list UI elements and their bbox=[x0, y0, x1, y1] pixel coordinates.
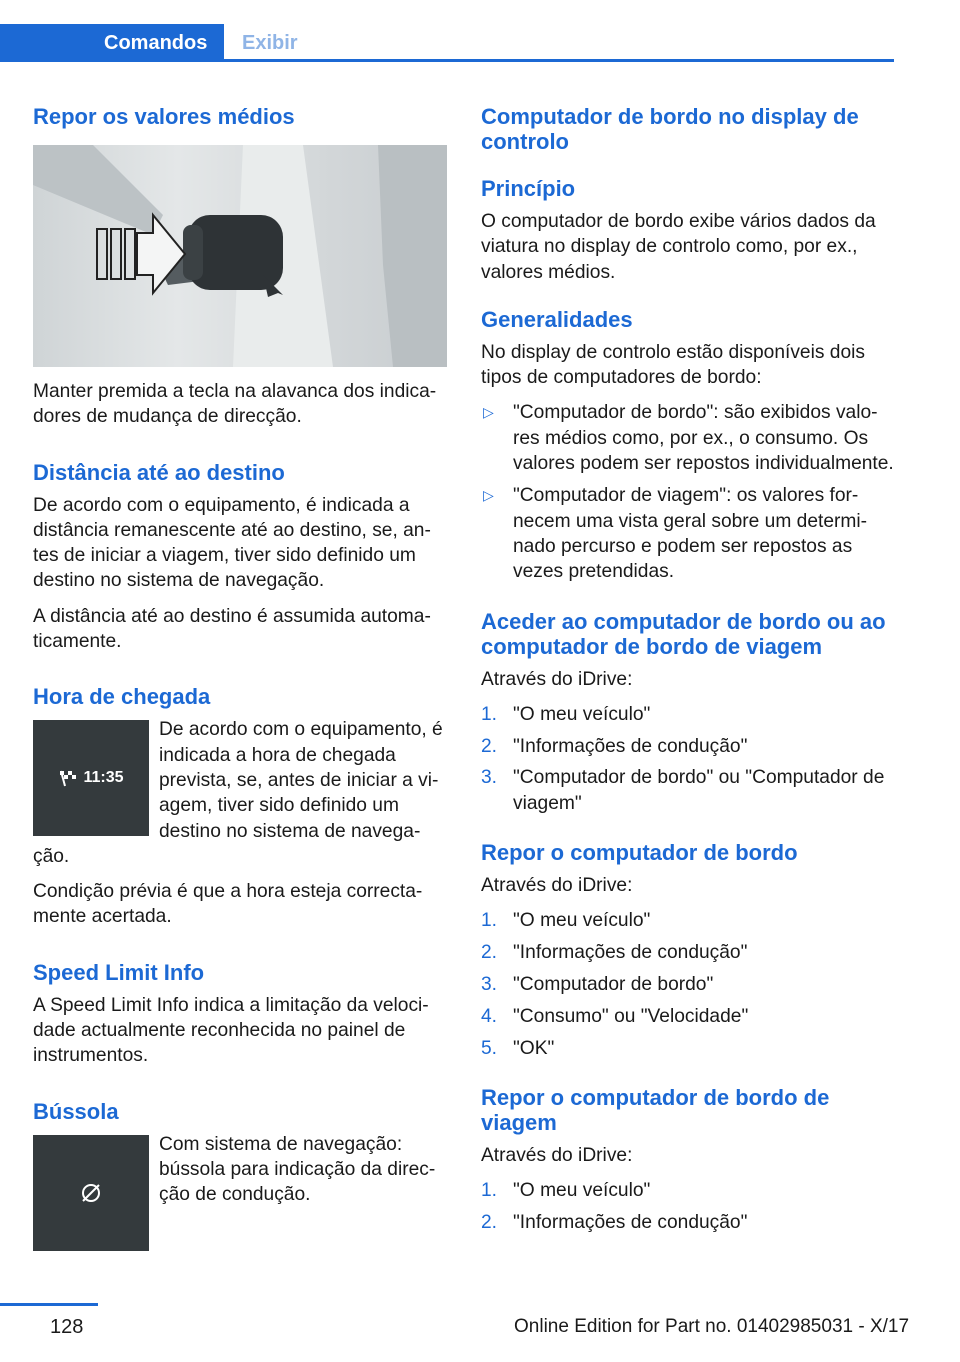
heading-reset-trip-computer: Repor o computador de bordo de viagem bbox=[481, 1084, 830, 1135]
tab-comandos[interactable]: Comandos bbox=[0, 24, 224, 62]
list-item: 2. "Informações de condução" bbox=[481, 735, 748, 757]
page-number: 128 bbox=[50, 1316, 84, 1338]
list-item: 4. "Consumo" ou "Velocidade" bbox=[481, 1005, 749, 1027]
paragraph-distance-2: A distância até ao destino é assumida automaticamente. bbox=[33, 605, 431, 653]
list-item: ▷ "Computador de viagem": os valores fornecem uma vista geral sobre um determinado percurso e podem ser repostos as vezes pretendidas. bbox=[483, 485, 868, 583]
paragraph-access: Através do iDrive: bbox=[481, 668, 633, 690]
lever-drawing bbox=[33, 145, 447, 367]
heading-general: Generalidades bbox=[481, 306, 633, 332]
heading-access-computer: Aceder ao computador de bordo ou ao computador de bordo de viagem bbox=[481, 608, 886, 659]
paragraph-reset-computer: Através do iDrive: bbox=[481, 875, 633, 897]
compass-display bbox=[33, 1135, 149, 1251]
footer-rule bbox=[0, 1303, 98, 1306]
heading-onboard-computer: Computador de bordo no display de controlo bbox=[481, 104, 859, 154]
heading-speed-limit-info: Speed Limit Info bbox=[33, 959, 205, 985]
paragraph-general: No display de controlo estão disponíveis dois tipos de computadores de bordo: bbox=[481, 341, 865, 389]
reset-trip-steps bbox=[481, 1178, 895, 1235]
left-column bbox=[33, 100, 447, 1255]
reset-computer-steps bbox=[481, 908, 895, 1060]
paragraph-distance-1: De acordo com o equipamento, é indicada a distância remanescente até ao destino, se, antes de iniciar a viagem, tiver sido definido um destino no sistema de navegação. bbox=[33, 494, 431, 592]
list-item: 1. "O meu veículo" bbox=[481, 1180, 651, 1202]
arrival-time-value: 11:35 bbox=[83, 769, 124, 787]
heading-principle: Princípio bbox=[481, 176, 576, 201]
list-item: 5. "OK" bbox=[481, 1037, 555, 1059]
turn-signal-lever-illustration bbox=[33, 145, 447, 367]
list-item: 2. "Informações de condução" bbox=[481, 1211, 748, 1233]
list-item: 1. "O meu veículo" bbox=[481, 703, 651, 725]
paragraph-reset-averages: Manter premida a tecla na alavanca dos indicadores de mudança de direcção. bbox=[33, 381, 437, 428]
list-item: 3. "Computador de bordo" bbox=[481, 973, 714, 995]
heading-reset-averages: Repor os valores médios bbox=[33, 104, 295, 129]
list-item: 1. "O meu veículo" bbox=[481, 910, 651, 932]
triangle-right-icon: ▷ bbox=[483, 404, 494, 421]
access-steps bbox=[481, 702, 895, 816]
list-item: ▷ "Computador de bordo": são exibidos valores médios como, por ex., o consumo. Os valores podem ser repostos individualmente. bbox=[483, 402, 894, 475]
tab-bar bbox=[0, 24, 894, 62]
compass-icon bbox=[80, 1182, 102, 1204]
paragraph-arrival-1: De acordo com o equipamento, é indicada a hora de chegada prevista, se, antes de iniciar a viagem, tiver sido definido um destino no sistema de navegação. bbox=[33, 719, 443, 867]
right-column bbox=[481, 100, 895, 1245]
paragraph-reset-trip: Através do iDrive: bbox=[481, 1144, 633, 1166]
heading-reset-computer: Repor o computador de bordo bbox=[481, 840, 798, 866]
list-item: 3. "Computador de bordo" ou "Computador de viagem" bbox=[481, 767, 885, 814]
paragraph-principle: O computador de bordo exibe vários dados da viatura no display de controlo como, por ex., valores médios. bbox=[481, 211, 876, 283]
compass-block bbox=[33, 1132, 447, 1255]
heading-arrival-time: Hora de chegada bbox=[33, 684, 211, 710]
paragraph-compass: Com sistema de navegação: bússola para indicação da direcção de condução. bbox=[159, 1133, 436, 1206]
triangle-right-icon: ▷ bbox=[483, 487, 494, 504]
paragraph-speed-limit: A Speed Limit Info indica a limitação da velocidade actualmente reconhecida no painel de instrumentos. bbox=[33, 994, 429, 1067]
heading-compass: Bússola bbox=[33, 1098, 119, 1124]
list-item: 2. "Informações de condução" bbox=[481, 942, 748, 964]
tab-exibir[interactable]: Exibir bbox=[242, 32, 298, 54]
paragraph-arrival-2: Condição prévia é que a hora esteja correctamente acertada. bbox=[33, 881, 423, 928]
computer-types-list bbox=[481, 400, 895, 584]
arrival-time-display bbox=[33, 720, 149, 836]
heading-distance-to-destination: Distância até ao destino bbox=[33, 459, 285, 485]
flag-clock-icon bbox=[58, 769, 78, 787]
edition-label: Online Edition for Part no. 01402985031 - X/17 bbox=[514, 1316, 910, 1337]
arrival-time-block bbox=[33, 717, 447, 879]
